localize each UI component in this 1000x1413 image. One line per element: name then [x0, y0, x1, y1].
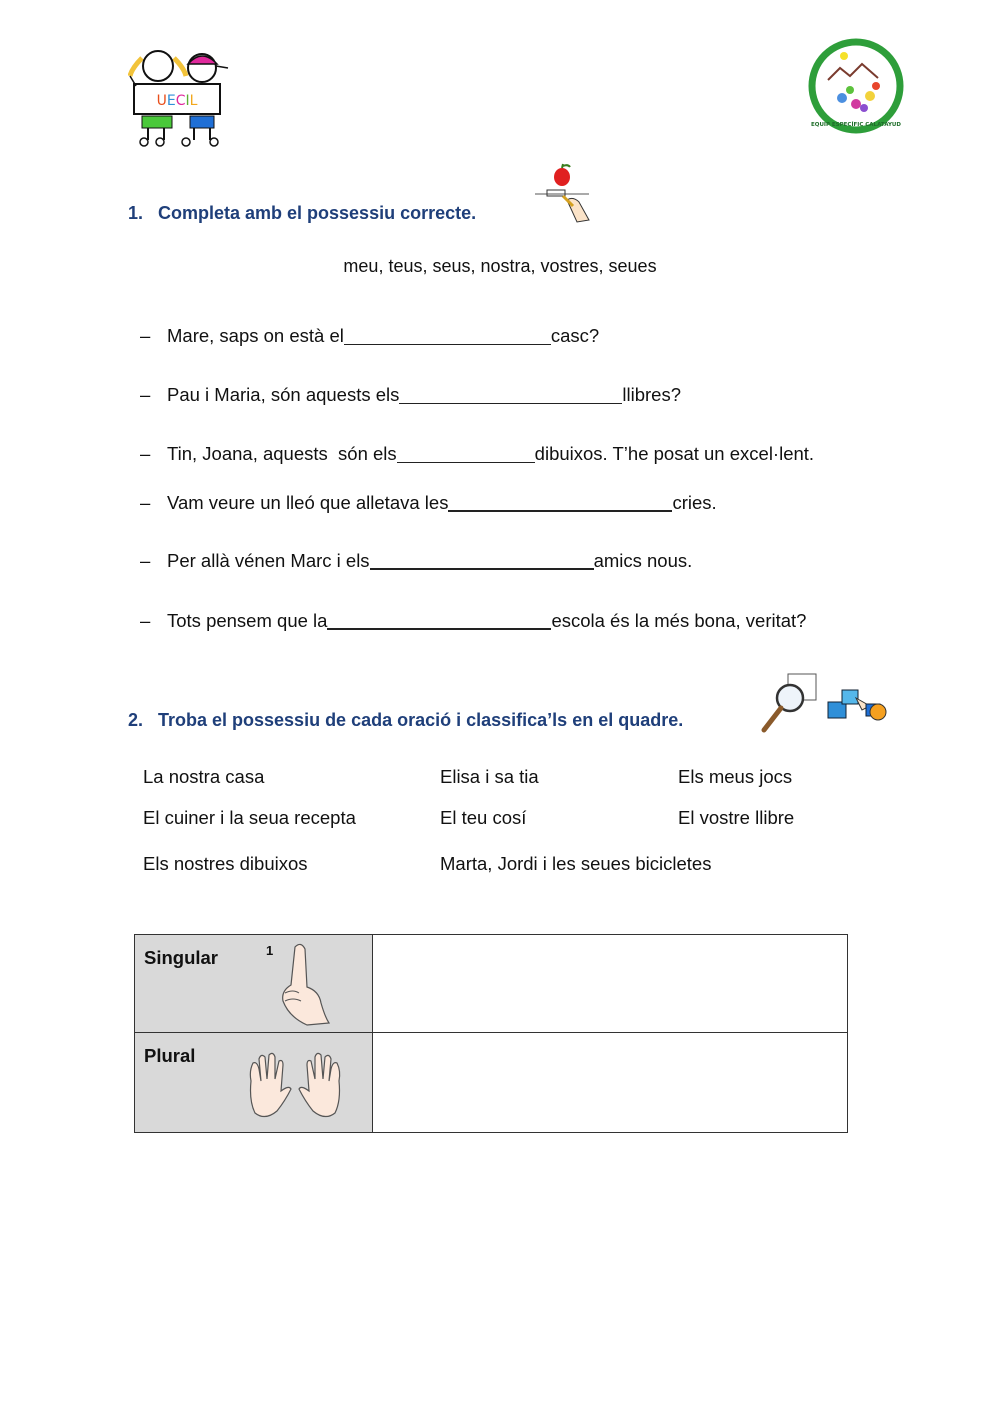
exercise1-title: Completa amb el possessiu correcte.: [158, 203, 477, 223]
word-bank: meu, teus, seus, nostra, vostres, seues: [343, 256, 657, 276]
exercise1-heading: [128, 203, 476, 224]
bullet-dash: –: [140, 325, 151, 346]
bullet-dash: –: [140, 610, 151, 631]
classification-table: [134, 934, 848, 1133]
sentence-4-before: Vam veure un lleó que alletava les: [167, 492, 449, 513]
sentence-3-after: dibuixos. T’he posat un excel·lent.: [534, 443, 815, 464]
sentence-5-after: amics nous.: [593, 550, 693, 571]
phrase-6: El vostre llibre: [678, 807, 795, 828]
singular-row: [135, 935, 848, 1033]
sentence-2-after: llibres?: [622, 384, 682, 405]
phrase-5: El teu cosí: [440, 807, 527, 828]
sentence-4: [140, 492, 717, 514]
two-hands-icon: [245, 1051, 345, 1128]
bullet-dash: –: [140, 550, 151, 571]
singular-answer-cell[interactable]: [373, 935, 848, 1033]
sentence-2-blank[interactable]: [399, 402, 622, 404]
sentence-4-after: cries.: [672, 492, 717, 513]
exercise2-title: Troba el possessiu de cada oració i classifica’ls en el quadre.: [158, 710, 684, 730]
plural-row: [135, 1033, 848, 1133]
sentence-6: [140, 610, 806, 632]
exercise2-heading: [128, 710, 683, 731]
uecil-logo-text: UECIL: [156, 93, 198, 109]
sentence-6-blank[interactable]: [327, 627, 551, 630]
uecil-logo: [128, 46, 234, 148]
exercise2-number: 2.: [128, 710, 144, 730]
sentence-6-before: Tots pensem que la: [167, 610, 328, 631]
phrase-2: Elisa i sa tia: [440, 766, 539, 787]
sentence-1: [140, 325, 599, 347]
sentence-5: [140, 550, 692, 572]
sentence-4-blank[interactable]: [448, 509, 672, 512]
sentence-2-before: Pau i Maria, són aquests els: [167, 384, 400, 405]
phrase-7: Els nostres dibuixos: [143, 853, 308, 874]
equip-logo: [806, 38, 906, 134]
one-finger-icon: [277, 941, 333, 1032]
singular-label-cell: [135, 935, 373, 1033]
sentence-3: [140, 443, 814, 465]
sentence-1-blank[interactable]: [344, 343, 551, 345]
equip-logo-text: EQUIP ESPECÍFIC CALATAYUD: [811, 122, 901, 128]
sentence-1-after: casc?: [550, 325, 600, 346]
sentence-5-blank[interactable]: [370, 567, 594, 570]
plural-label: Plural: [144, 1045, 196, 1066]
apple-writing-icon: [533, 162, 593, 224]
bullet-dash: –: [140, 492, 151, 513]
plural-label-cell: [135, 1033, 373, 1133]
sentence-3-blank[interactable]: [397, 461, 535, 463]
bullet-dash: –: [140, 384, 151, 405]
sentence-3-before: Tin, Joana, aquests són els: [167, 443, 397, 464]
sentence-2: [140, 384, 681, 406]
phrase-8: Marta, Jordi i les seues bicicletes: [440, 853, 712, 874]
shapes-icon: [826, 684, 894, 724]
sentence-5-before: Per allà vénen Marc i els: [167, 550, 370, 571]
phrase-3: Els meus jocs: [678, 766, 793, 787]
singular-label: Singular: [144, 947, 219, 968]
phrase-1: La nostra casa: [143, 766, 265, 787]
plural-answer-cell[interactable]: [373, 1033, 848, 1133]
sentence-1-before: Mare, saps on està el: [167, 325, 344, 346]
singular-number: 1: [266, 943, 274, 958]
phrase-4: El cuiner i la seua recepta: [143, 807, 356, 828]
exercise1-number: 1.: [128, 203, 144, 223]
magnifier-icon: [760, 672, 820, 736]
sentence-6-after: escola és la més bona, veritat?: [551, 610, 807, 631]
bullet-dash: –: [140, 443, 151, 464]
